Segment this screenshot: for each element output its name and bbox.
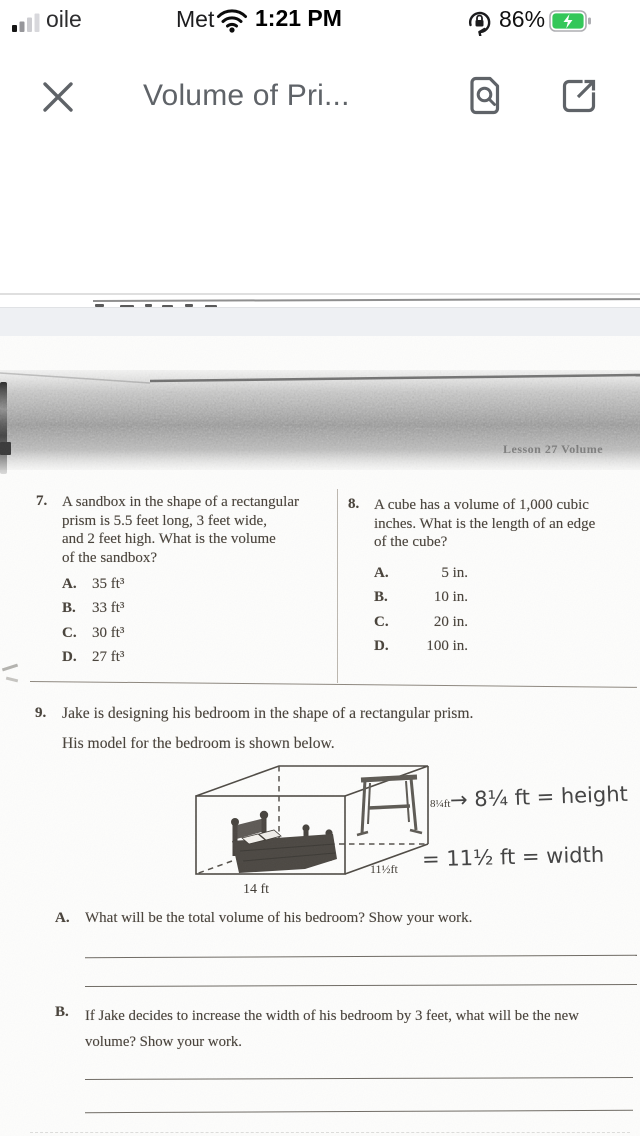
question-9-number: 9. bbox=[35, 705, 47, 721]
dresser-illustration bbox=[357, 777, 422, 835]
handwritten-width-note: = 11½ ft = width bbox=[421, 842, 605, 872]
question-7-text bbox=[62, 493, 299, 567]
question-8-text bbox=[374, 496, 595, 552]
choice-text: 5 in. bbox=[441, 565, 468, 581]
question-8-line: A cube has a volume of 1,000 cubic bbox=[374, 497, 589, 513]
question-8-line: inches. What is the length of an edge bbox=[374, 515, 596, 532]
choice-row bbox=[62, 621, 124, 645]
question-9-line1: Jake is designing his bedroom in the shape of a rectangular prism. bbox=[62, 705, 474, 722]
battery-charging-icon bbox=[549, 10, 592, 32]
battery-percent: 86% bbox=[499, 6, 546, 32]
choice-row bbox=[374, 634, 468, 658]
choice-text: 10 in. bbox=[433, 589, 468, 606]
choice-row bbox=[374, 561, 468, 585]
status-time: 1:21 PM bbox=[255, 5, 342, 31]
close-icon bbox=[39, 78, 77, 116]
orientation-lock-icon bbox=[466, 9, 493, 36]
choice-text: 100 in. bbox=[426, 638, 468, 655]
find-in-document-icon bbox=[463, 73, 509, 119]
close-button[interactable] bbox=[38, 78, 78, 118]
part-b-text bbox=[85, 1004, 579, 1055]
choice-letter: C. bbox=[374, 613, 389, 630]
bed-illustration bbox=[231, 811, 337, 873]
lesson-watermark: Lesson 27 Volume bbox=[503, 442, 604, 456]
choice-row bbox=[62, 596, 124, 620]
bedroom-prism-diagram bbox=[185, 756, 475, 898]
question-7-line: prism is 5.5 feet long, 3 feet wide, bbox=[62, 512, 267, 529]
question-7-number: 7. bbox=[36, 493, 48, 509]
length-label: 14 ft bbox=[243, 882, 270, 897]
question-7-choices bbox=[62, 572, 124, 670]
part-b-line: volume? Show your work. bbox=[85, 1033, 242, 1050]
choice-letter: A. bbox=[62, 576, 77, 592]
choice-letter: A. bbox=[374, 565, 389, 581]
choice-text: 35 ft³ bbox=[92, 576, 125, 592]
column-divider bbox=[337, 489, 338, 683]
page-separator bbox=[0, 307, 640, 338]
choice-row bbox=[374, 610, 468, 634]
part-b-letter: B. bbox=[55, 1004, 69, 1020]
part-a-letter: A. bbox=[55, 910, 70, 926]
question-8-line: of the cube? bbox=[374, 534, 448, 551]
choice-text: 27 ft³ bbox=[92, 649, 125, 666]
choice-row bbox=[62, 572, 124, 596]
part-a-text: What will be the total volume of his bedroom? Show your work. bbox=[85, 910, 473, 926]
height-label: 8¼ft bbox=[430, 798, 451, 810]
pdf-viewer-toolbar bbox=[0, 42, 640, 146]
status-bar bbox=[0, 0, 640, 42]
open-in-new-icon bbox=[556, 73, 602, 119]
signal-strength-icon bbox=[12, 12, 44, 32]
choice-row bbox=[62, 645, 124, 669]
choice-letter: D. bbox=[62, 649, 77, 666]
choice-letter: B. bbox=[62, 600, 76, 617]
faint-scan-line bbox=[30, 1132, 630, 1133]
scan-edge-artifact bbox=[0, 442, 11, 455]
choice-text: 20 in. bbox=[433, 613, 468, 630]
find-in-document-button[interactable] bbox=[463, 73, 509, 119]
question-8-number: 8. bbox=[348, 496, 360, 512]
wifi-icon bbox=[216, 9, 248, 33]
previous-page-scan-line bbox=[93, 298, 640, 302]
operator-label: Met bbox=[176, 6, 215, 32]
scan-edge-artifact bbox=[0, 382, 7, 474]
choice-row bbox=[374, 585, 468, 609]
question-7-line: and 2 feet high. What is the volume bbox=[62, 531, 276, 548]
question-9-line2: His model for the bedroom is shown below. bbox=[62, 735, 335, 752]
choice-letter: B. bbox=[374, 589, 388, 606]
question-7-line: A sandbox in the shape of a rectangular bbox=[62, 494, 300, 510]
choice-letter: D. bbox=[374, 638, 389, 655]
open-in-new-button[interactable] bbox=[556, 73, 602, 119]
carrier-label: oile bbox=[46, 6, 82, 32]
question-7-line: of the sandbox? bbox=[62, 549, 157, 566]
choice-text: 30 ft³ bbox=[92, 624, 125, 641]
question-8-choices bbox=[374, 561, 468, 659]
previous-page-edge bbox=[0, 293, 640, 295]
part-b-line: If Jake decides to increase the width of his bedroom by 3 feet, what will be the new bbox=[85, 1008, 579, 1024]
document-title: Volume of Pri... bbox=[143, 79, 350, 112]
document-scroll-area[interactable] bbox=[0, 144, 640, 1136]
choice-text: 33 ft³ bbox=[92, 600, 125, 617]
handwritten-height-note: → 8¼ ft = height bbox=[449, 781, 629, 813]
width-label: 11½ft bbox=[370, 862, 398, 876]
choice-letter: C. bbox=[62, 624, 77, 641]
